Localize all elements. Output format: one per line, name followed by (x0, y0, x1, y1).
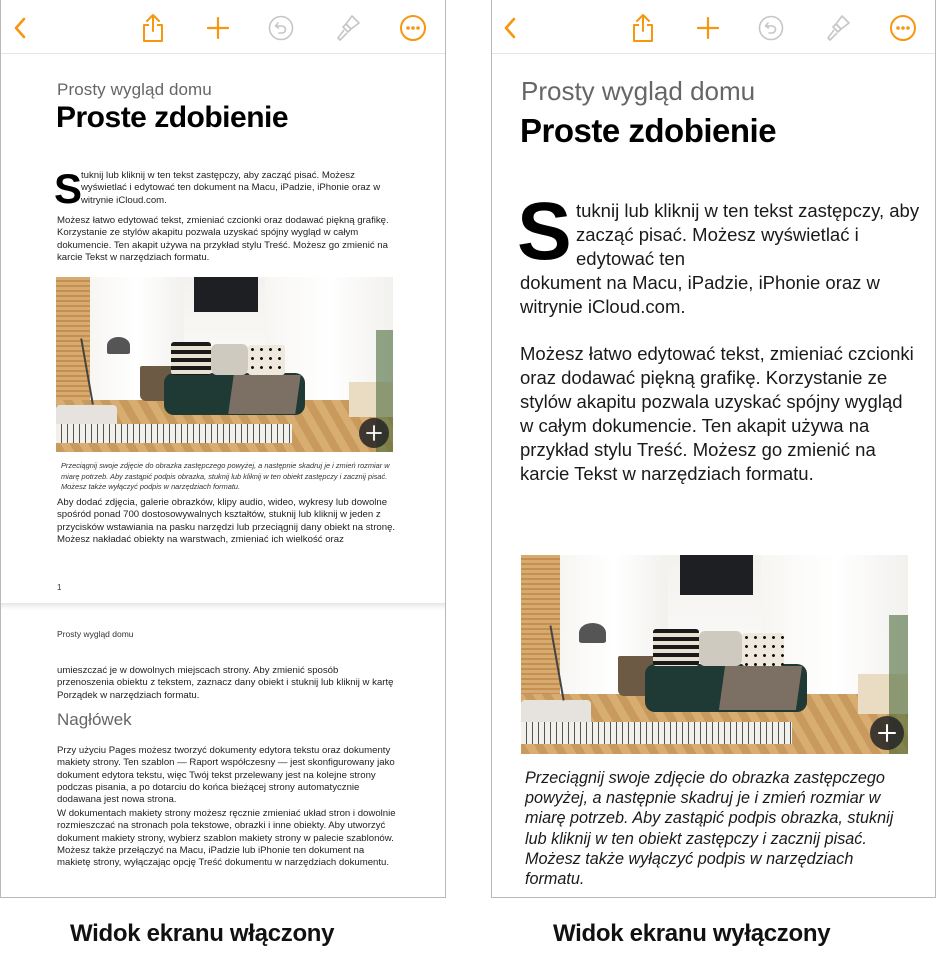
section-heading[interactable]: Nagłówek (57, 710, 132, 729)
back-icon[interactable] (7, 14, 35, 42)
format-brush-icon[interactable] (824, 14, 852, 42)
image-caption[interactable]: Przeciągnij swoje zdjęcie do obrazka zastępczego powyżej, a następnie skadruj je i zmień rozmiar w miarę potrzeb. Aby zastąpić podpis obrazka, stuknij lub kliknij w ten obiekt zastępczy i zacznij pisać. Możesz także wyłączyć podpis w narzędziach formatu. (61, 461, 390, 491)
document-title[interactable]: Proste zdobienie (520, 112, 777, 149)
living-room-photo (521, 555, 908, 754)
body-paragraph-1[interactable]: Możesz łatwo edytować tekst, zmieniać czcionki oraz dodawać piękną grafikę. Korzystanie ze stylów akapitu pozwala uzyskać spójny wygląd w całym dokumencie. Ten akapit używa na przykład stylu Treść. Możesz go zmienić na karcie Tekst w narzędziach formatu. (520, 343, 914, 484)
page-header[interactable]: Prosty wygląd domu (57, 629, 134, 639)
intro-paragraph-lines[interactable]: tuknij lub kliknij w ten tekst zastępczy, aby zacząć pisać. Możesz wyświetlać i edytować ten (576, 200, 920, 269)
document-title[interactable]: Proste zdobienie (56, 101, 289, 134)
back-icon[interactable] (497, 14, 525, 42)
body-paragraph-3[interactable]: Przy użyciu Pages możesz tworzyć dokumenty edytora tekstu oraz dokumenty makiety strony. Ten szablon — Raport współczesny — jest skonfigurowany jako dokument edytora tekstu, więc Twój tekst przelewany jest na kolejne strony podczas pisania, a po dotarciu do końca bieżącej strony automatycznie dodawana jest nowa strona. (57, 745, 395, 806)
image-placeholder[interactable] (521, 555, 908, 754)
format-brush-icon[interactable] (334, 14, 362, 42)
share-icon[interactable] (139, 14, 167, 42)
drop-cap: S (517, 186, 572, 277)
document-page-1[interactable] (1, 55, 445, 605)
plus-icon (366, 425, 382, 441)
drop-cap: S (54, 165, 83, 212)
add-image-button[interactable] (359, 418, 389, 448)
intro-paragraph[interactable]: tuknij lub kliknij w ten tekst zastępczy, aby zacząć pisać. Możesz wyświetlać i edytować ten dokument na Macu, iPadzie, iPhonie oraz w witrynie iCloud.com. (81, 170, 381, 206)
living-room-photo (56, 277, 393, 452)
label-screen-view-on: Widok ekranu włączony (70, 920, 335, 947)
body-paragraph-4[interactable]: W dokumentach makiety strony możesz ręcznie zmieniać układ stron i dowolnie rozmieszczać na stronach pola tekstowe, obrazki i inne obiekty. Aby utworzyć dokument makiety strony, wybierz szablon makiety strony w palecie szablonów. Możesz także przełączyć na Macu, iPadzie lub iPhonie ten dokument na makietę strony, wyłączając opcję Treść dokumentu w narzędziach dokumentu. (57, 808, 396, 869)
add-icon[interactable] (204, 14, 232, 42)
body-paragraph-2-part-1[interactable]: Aby dodać zdjęcia, galerie obrazków, klipy audio, wideo, wykresy lub dowolne spośród ponad 700 dostosowywalnych kształtów, stuknij lub kliknij w jeden z przycisków wstawiania na pasku narzędzi lub przeciągnij dany obiekt na stronę. Możesz nakładać obiekty na warstwach, zmieniać ich wielkość oraz (57, 497, 396, 545)
plus-icon (878, 724, 896, 742)
add-image-button[interactable] (870, 716, 904, 750)
undo-icon[interactable] (267, 14, 295, 42)
document-subtitle[interactable]: Prosty wygląd domu (521, 76, 756, 106)
page-number: 1 (57, 583, 62, 592)
toolbar (1, 0, 445, 54)
more-icon[interactable] (889, 14, 917, 42)
image-caption[interactable]: Przeciągnij swoje zdjęcie do obrazka zastępczego powyżej, a następnie skadruj je i zmień rozmiar w miarę potrzeb. Aby zastąpić podpis obrazka, stuknij lub kliknij w ten obiekt zastępczy i zacznij pisać. Możesz także wyłączyć podpis w narzędziach formatu. (525, 769, 894, 889)
add-icon[interactable] (694, 14, 722, 42)
share-icon[interactable] (629, 14, 657, 42)
image-placeholder[interactable] (56, 277, 393, 452)
device-screen-view-on (0, 0, 446, 898)
label-screen-view-off: Widok ekranu wyłączony (553, 920, 831, 947)
more-icon[interactable] (399, 14, 427, 42)
document-subtitle[interactable]: Prosty wygląd domu (57, 80, 212, 99)
intro-paragraph-continued[interactable]: dokument na Macu, iPadzie, iPhonie oraz w witrynie iCloud.com. (520, 272, 880, 317)
toolbar (492, 0, 935, 54)
undo-icon[interactable] (757, 14, 785, 42)
document-page-2[interactable] (1, 610, 445, 898)
body-paragraph-1[interactable]: Możesz łatwo edytować tekst, zmieniać czcionki oraz dodawać piękną grafikę. Korzystanie ze stylów akapitu pozwala uzyskać spójny wygląd w całym dokumencie. Ten akapit używa na przykład stylu Treść. Możesz go zmienić na karcie Tekst w narzędziach formatu. (57, 215, 389, 263)
page-break-divider (1, 603, 445, 610)
body-paragraph-2-part-2[interactable]: umieszczać je w dowolnych miejscach strony. Aby zmienić sposób przenoszenia obiektu z tekstem, zaznacz dany obiekt i stuknij lub kliknij w kartę Porządek w narzędziach formatu. (57, 665, 394, 701)
device-screen-view-off (491, 0, 936, 898)
